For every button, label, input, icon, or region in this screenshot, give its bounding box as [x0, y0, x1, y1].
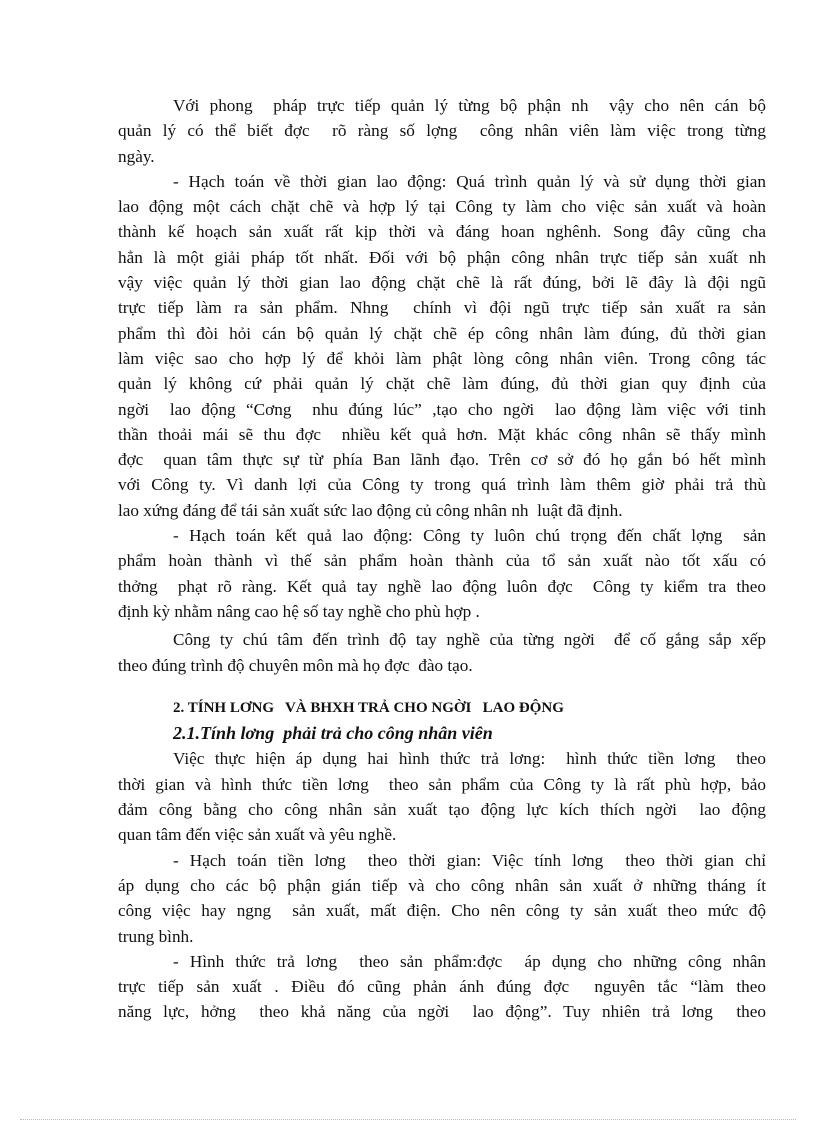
line-text: Công ty chú tâm đến trình độ tay nghề của từng ngời để cố gắng sắp xếp [173, 630, 766, 650]
paragraph-line [118, 397, 766, 422]
line-text: thời gian và hình thức tiền lơng theo sản phẩm của Công ty là rất phù hợp, bảo [118, 774, 766, 794]
paragraph-line [118, 144, 766, 169]
line-text: lao động một cách chặt chẽ và hợp lý tại Công ty làm cho việc sản xuất và hoàn [118, 197, 766, 217]
line-text: năng lực, hởng theo khả năng của ngời lao động”. Tuy nhiên trả lơng theo [118, 1002, 766, 1022]
line-text: quan tâm đến việc sản xuất và yêu nghề. [118, 825, 397, 845]
paragraph-line [118, 118, 766, 143]
line-text: - Hạch toán tiền lơng theo thời gian: Việc tính lơng theo thời gian chỉ [173, 850, 766, 870]
paragraph-line [118, 599, 766, 624]
line-text: trực tiếp sản xuất . Điều đó cũng phản ánh đúng đợc nguyên tắc “làm theo [118, 977, 766, 997]
line-text: thần thoải mái sẽ thu đợc nhiều kết quả hơn. Mặt khác công nhân sẽ thấy mình [118, 424, 766, 444]
subsection-heading: 2.1.Tính lơng phải trả cho công nhân viên [173, 723, 493, 744]
paragraph-line [118, 93, 766, 118]
paragraph-line [118, 447, 766, 472]
paragraph-line [118, 422, 766, 447]
line-text: vậy việc quản lý thời gian lao động chặt chẽ là rất đúng, bởi lẽ đây là đội ngũ [118, 273, 766, 293]
line-text: trung bình. [118, 926, 194, 946]
paragraph-line [118, 949, 766, 974]
line-text: trực tiếp làm ra sản phẩm. Nhng chính vì đội ngũ trực tiếp sản xuất ra sản [118, 298, 766, 318]
line-text: đợc quan tâm thực sự từ phía Ban lãnh đạo. Trên cơ sở đó họ gắn bó hết mình [118, 450, 766, 470]
paragraph-line [118, 627, 766, 652]
line-text: quản lý có thể biết đợc rõ ràng số lợng công nhân viên làm việc trong từng [118, 121, 766, 141]
line-text: - Hình thức trả lơng theo sản phẩm:đợc áp dụng cho những công nhân [173, 951, 766, 971]
paragraph-line [118, 746, 766, 771]
section-heading: 2. TÍNH LƠNG VÀ BHXH TRẢ CHO NGỜI LAO ĐỘNG [173, 699, 564, 716]
paragraph-line [118, 999, 766, 1024]
paragraph-line [118, 523, 766, 548]
paragraph-line [118, 848, 766, 873]
page-bottom-divider [20, 1119, 796, 1120]
line-text: công việc hay ngng sản xuất, mất điện. Cho nên công ty sản xuất theo mức độ [118, 901, 766, 921]
line-text: phẩm hoàn thành vì thế sản phẩm hoàn thành của tổ sản xuất nào tốt xấu có [118, 551, 766, 571]
paragraph-line [118, 924, 766, 949]
paragraph-line [118, 797, 766, 822]
line-text: đảm công bằng cho công nhân sản xuất tạo động lực kích thích ngời lao động [118, 800, 766, 820]
paragraph-line [118, 270, 766, 295]
paragraph-line [118, 295, 766, 320]
paragraph-line [118, 873, 766, 898]
line-text: - Hạch toán kết quả lao động: Công ty luôn chú trọng đến chất lợng sản [173, 526, 766, 546]
line-text: lao xứng đáng để tái sản xuất sức lao động củ công nhân nh luật đã định. [118, 500, 623, 520]
paragraph-line [118, 219, 766, 244]
paragraph-line [118, 371, 766, 396]
paragraph-line [118, 194, 766, 219]
line-text: theo đúng trình độ chuyên môn mà họ đợc đào tạo. [118, 655, 473, 675]
paragraph-line [118, 472, 766, 497]
paragraph-line [118, 574, 766, 599]
paragraph-line [118, 548, 766, 573]
line-text: thởng phạt rõ ràng. Kết quả tay nghề lao động luôn đợc Công ty kiểm tra theo [118, 576, 766, 596]
line-text: ngời lao động “Cơng nhu đúng lúc” ,tạo cho ngời lao động làm việc với tinh [118, 399, 766, 419]
line-text: định kỳ nhằm nâng cao hệ số tay nghề cho phù hợp . [118, 601, 480, 621]
paragraph-line [118, 822, 766, 847]
paragraph-line [118, 772, 766, 797]
paragraph-line [118, 245, 766, 270]
document-page [118, 93, 766, 1025]
line-text: hẳn là một giải pháp tốt nhất. Đối với bộ phận công nhân trực tiếp sản xuất nh [118, 247, 766, 267]
paragraph-line [118, 169, 766, 194]
line-text: thành kế hoạch sản xuất rất kịp thời và đáng hoan nghênh. Song đây cũng cha [118, 222, 766, 242]
line-text: Việc thực hiện áp dụng hai hình thức trả lơng: hình thức tiền lơng theo [173, 749, 766, 769]
line-text: phẩm thì đòi hỏi cán bộ quản lý chặt chẽ ép công nhân làm đúng, đủ thời gian [118, 323, 766, 343]
line-text: quản lý không cứ phải quản lý chặt chẽ làm đúng, đủ thời gian quy định của [118, 374, 766, 394]
paragraph-line [118, 321, 766, 346]
line-text: áp dụng cho các bộ phận gián tiếp và cho công nhân sản xuất ở những tháng ít [118, 875, 766, 895]
paragraph-line [118, 898, 766, 923]
line-text: ngày. [118, 146, 155, 166]
paragraph-line [118, 653, 766, 678]
paragraph-line [118, 346, 766, 371]
line-text: Với phong pháp trực tiếp quản lý từng bộ phận nh vậy cho nên cán bộ [173, 96, 766, 115]
line-text: - Hạch toán về thời gian lao động: Quá trình quản lý và sử dụng thời gian [173, 171, 766, 191]
paragraph-line [118, 498, 766, 523]
line-text: làm việc sao cho hợp lý để khỏi làm phật lòng công nhân viên. Trong công tác [118, 348, 766, 368]
line-text: với Công ty. Vì danh lợi của Công ty trong quá trình làm thêm giờ phải trả thù [118, 475, 766, 495]
paragraph-line [118, 974, 766, 999]
